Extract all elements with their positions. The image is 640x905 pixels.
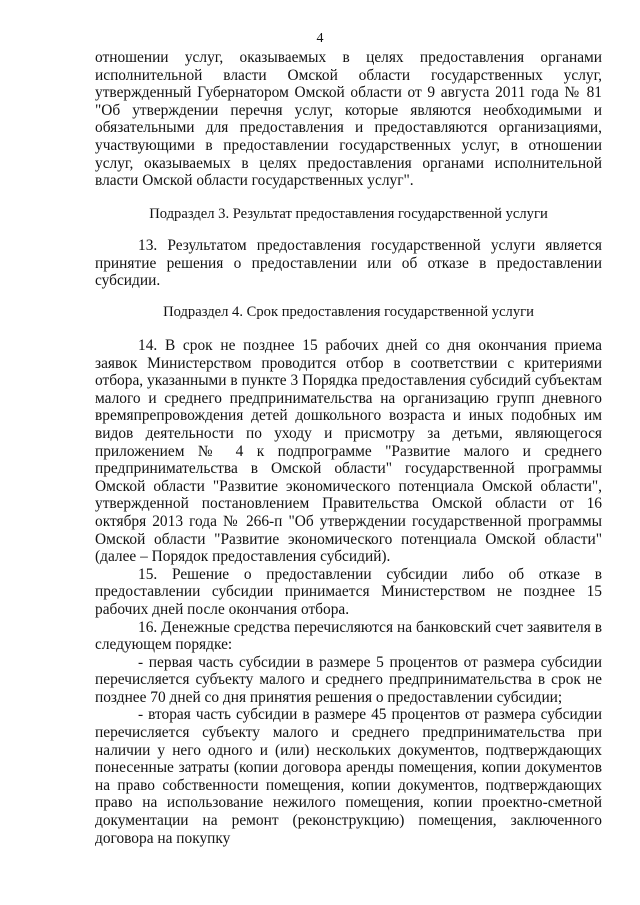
page-number: 4 [316,31,324,46]
item-16-paragraph: 16. Денежные средства перечисляются на банковский счет заявителя в следующем порядке: [95,618,602,654]
item-13-block [95,237,602,290]
item-13-paragraph: 13. Результатом предоставления государственной услуги является принятие решения о предоставлении или об отказе в предоставлении субсидии. [95,237,602,290]
items-block [95,337,602,847]
intro-paragraph: отношении услуг, оказываемых в целях предоставления органами исполнительной власти Омской области государственных услуг, утвержденный Губернатором Омской области от 9 августа 2011 года № 81 "Об утверждении перечня услуг, которые являются необходимыми и обязательными для предоставления и предоставляются организациями, участвующими в предоставлении государственных услуг, в отношении услуг, оказываемых в целях предоставления органами исполнительной власти Омской области государственных услуг". [95,49,602,190]
subsection-3-title: Подраздел 3. Результат предоставления государственной услуги [149,206,548,222]
item-16-part-1: - первая часть субсидии в размере 5 процентов от размера субсидии перечисляется субъекту малого и среднего предпринимательства в срок не позднее 70 дней со дня принятия решения о предоставлении субсидии; [95,653,602,706]
item-16-part-2: - вторая часть субсидии в размере 45 процентов от размера субсидии перечисляется субъекту малого и среднего предпринимательства при наличии у него одного и (или) нескольких документов, подтверждающих понесенные затраты (копии договора аренды помещения, копии документов на право собственности помещения, копии документов, подтверждающих право на использование нежилого помещения, копии проектно-сметной документации на ремонт (реконструкцию) помещения, заключенного договора на покупку [95,706,602,847]
intro-paragraph-block [95,49,602,190]
item-15-paragraph: 15. Решение о предоставлении субсидии либо об отказе в предоставлении субсидии принимается Министерством не позднее 15 рабочих дней после окончания отбора. [95,565,602,618]
subsection-4-title: Подраздел 4. Срок предоставления государственной услуги [163,304,534,320]
item-14-paragraph: 14. В срок не позднее 15 рабочих дней со дня окончания приема заявок Министерством проводится отбор в соответствии с критериями отбора, указанными в пункте 3 Порядка предоставления субсидий субъектам малого и среднего предпринимательства на организацию групп дневного времяпрепровождения детей дошкольного возраста и иных подобных им видов деятельности по уходу и присмотру за детьми, являющегося приложением № 4 к подпрограмме "Развитие малого и среднего предпринимательства в Омской области" государственной программы Омской области "Развитие экономического потенциала Омской области", утвержденной постановлением Правительства Омской области от 16 октября 2013 года № 266-п "Об утверждении государственной программы Омской области "Развитие экономического потенциала Омской области" (далее – Порядок предоставления субсидий). [95,337,602,566]
